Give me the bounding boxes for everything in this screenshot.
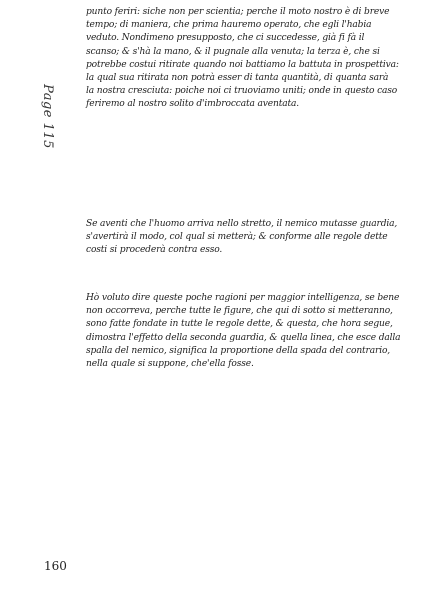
margin-page-annotation bbox=[34, 83, 60, 149]
text-line: sono fatte fondate in tutte le regole dette, & questa, che hora segue, bbox=[86, 319, 393, 330]
text-line: dimostra l'effetto della seconda guardia, & quella linea, che esce dalla bbox=[86, 332, 401, 343]
paragraph-2 bbox=[86, 218, 398, 258]
text-line: feriremo al nostro solito d'imbroccata aventata. bbox=[86, 99, 299, 110]
text-line: punto feriri: siche non per scientia; perche il moto nostro è di breve bbox=[86, 7, 390, 17]
margin-page-annotation-text: Page 115 bbox=[39, 83, 55, 149]
text-line: scanso; & s'hà la mano, & il pugnale alla venuta; la terza è, che si bbox=[86, 46, 380, 57]
text-line: la nostra cresciuta: poiche noi ci truoviamo uniti; onde in questo caso bbox=[86, 86, 398, 97]
text-line: Se aventi che l'huomo arriva nello stretto, il nemico mutasse guardia, bbox=[86, 219, 398, 229]
text-line: non occorreva, perche tutte le figure, che qui di sotto si metteranno, bbox=[86, 306, 393, 317]
paragraph-1 bbox=[86, 6, 399, 112]
text-line: tempo; di maniera, che prima hauremo operato, che egli l'habia bbox=[86, 20, 372, 31]
page-number: 160 bbox=[44, 559, 67, 573]
text-line: nella quale si suppone, che'ella fosse. bbox=[86, 359, 254, 370]
text-line: potrebbe costui ritirate quando noi battiamo la battuta in prospettiva: bbox=[86, 59, 399, 70]
text-line: Hò voluto dire queste poche ragioni per maggior intelligenza, se bene bbox=[86, 293, 400, 303]
text-line: la qual sua ritirata non potrà esser di tanta quantità, di quanta sarà bbox=[86, 73, 389, 84]
text-line: costi si procederà contra esso. bbox=[86, 245, 223, 256]
paragraph-3 bbox=[86, 292, 401, 371]
text-line: s'avertirà il modo, col qual si metterà; & conforme alle regole dette bbox=[86, 232, 388, 243]
text-line: veduto. Nondimeno presupposto, che ci succedesse, già fi fà il bbox=[86, 33, 365, 44]
text-line: spalla del nemico, significa la proportione della spada del contrario, bbox=[86, 345, 391, 356]
